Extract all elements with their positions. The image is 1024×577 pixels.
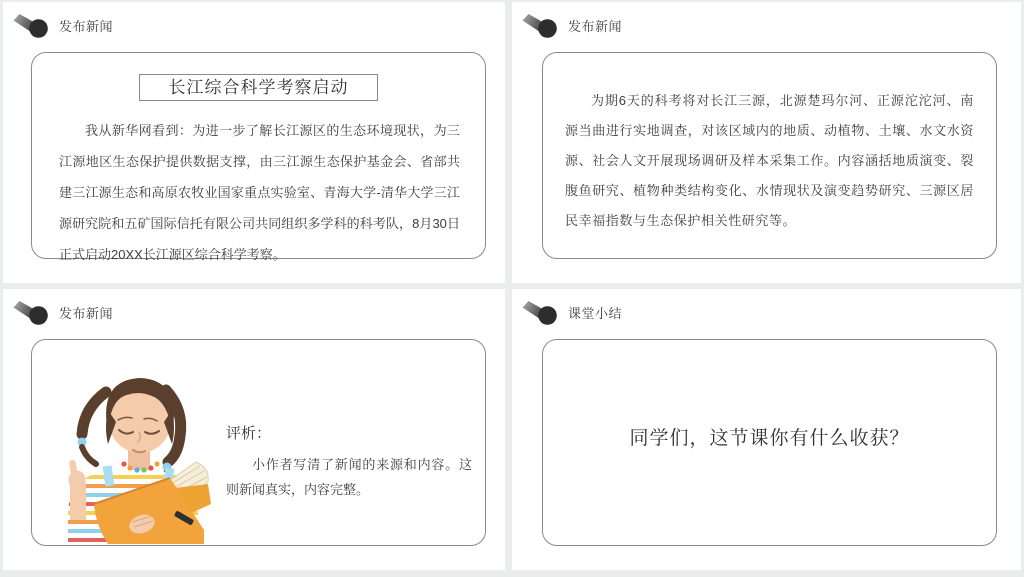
slide-header-label: 发布新闻: [568, 18, 623, 34]
girl-reading-photo: [38, 372, 211, 544]
slide-4-content-box: [542, 339, 997, 546]
review-label: 评析：: [226, 425, 272, 442]
slide-3-content-box: [31, 339, 486, 546]
news-title: 长江综合科学考察启动: [139, 74, 378, 101]
slide-2-header: [522, 11, 622, 39]
slide-header-label: 课堂小结: [568, 305, 623, 321]
review-body-text: 小作者写清了新闻的来源和内容。这则新闻真实，内容完整。: [226, 457, 472, 497]
microphone-icon: [522, 11, 559, 39]
slide-1-header: [13, 11, 113, 39]
microphone-icon: [522, 298, 559, 326]
slide-2[interactable]: [512, 2, 1021, 283]
slide-4[interactable]: [512, 289, 1021, 570]
slide-3[interactable]: [3, 289, 505, 570]
slide-4-header: [522, 298, 622, 326]
microphone-icon: [13, 298, 50, 326]
slide-1[interactable]: [3, 2, 505, 283]
slide-header-label: 发布新闻: [59, 18, 114, 34]
review-block: [226, 422, 472, 502]
microphone-icon: [13, 11, 50, 39]
slide-1-content-box: [31, 52, 486, 262]
news-body-text: 为期6天的科考将对长江三源，北源楚玛尔河、正源沱沱河、南源当曲进行实地调查，对该区域内的地质、动植物、土壤、水文水资源、社会人文开展现场调研及样本采集工作。内容涵括地质演变、裂腹鱼研究、植物种类结构变化、水情现状及演变趋势研究、三源区居民幸福指数与生态保护相关性研究等。: [565, 93, 974, 228]
slide-3-header: [13, 298, 113, 326]
summary-question: 同学们，这节课你有什么收获？: [629, 428, 910, 449]
news-body-text: 我从新华网看到：为进一步了解长江源区的生态环境现状，为三江源地区生态保护提供数据支撑，由三江源生态保护基金会、省部共建三江源生态和高原农牧业国家重点实验室、青海大学-清华大学三江源研究院和五矿国际信托有限公司共同组织多学科的科考队，8月30日正式启动20XX长江源区综合科学考察。: [59, 123, 460, 262]
slide-header-label: 发布新闻: [59, 305, 114, 321]
slide-2-content-box: [542, 52, 997, 259]
